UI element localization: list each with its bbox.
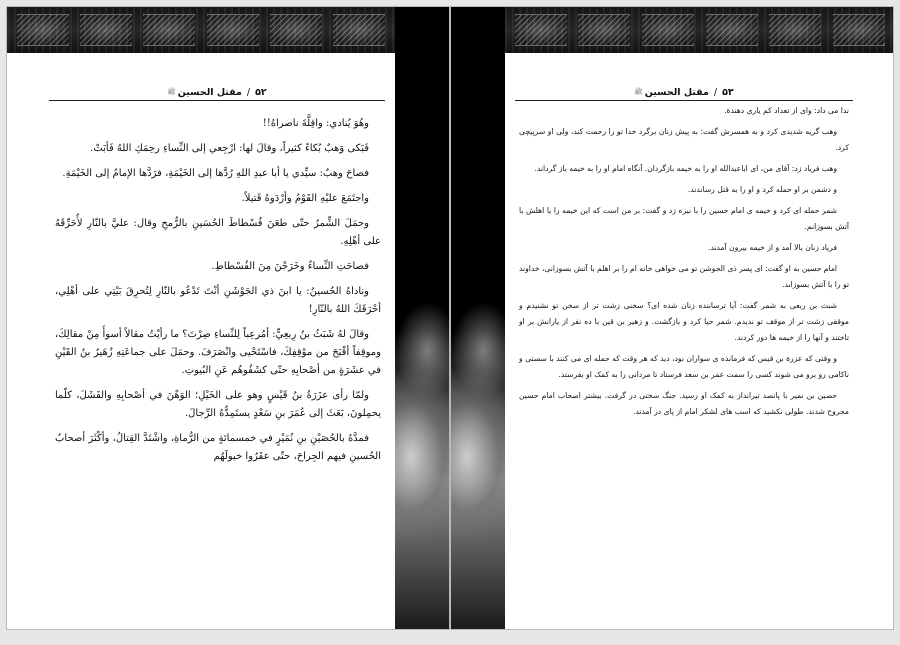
calligraphy-tile bbox=[207, 14, 259, 46]
calligraphy-tile bbox=[143, 14, 195, 46]
honorific-icon: ﷺ bbox=[634, 88, 643, 96]
top-banner bbox=[505, 7, 894, 53]
paragraph: امام حسین به او گفت: ای پسر ذی الجوشن تو می خواهی خانه ام را بر اهلم با آتش بسوزانی، خداوند تو را با آتش بسوزاند. bbox=[519, 264, 849, 289]
book-title: مقتل الحسين bbox=[644, 87, 709, 98]
page-header bbox=[49, 83, 385, 101]
paragraph: و دشمن بر او حمله کرد و او را به قتل رساندند. bbox=[687, 185, 837, 194]
calligraphy-tile bbox=[270, 14, 322, 46]
calligraphy-tile bbox=[578, 14, 630, 46]
paragraph: حصین بن نمیر با پانصد تیرانداز به کمک او رسید. جنگ سختی در گرفت. بیشتر اصحاب امام حسین مجروح شدند. طولی نکشید که اسب های لشکر امام از پای در آمدند. bbox=[519, 391, 849, 416]
paragraph: شبث بن ربعی به شمر گفت: آیا ترساننده زنان شده ای؟ سخنی زشت تر از سخن تو نشنیدم و موقفی زشت تر از موقف تو ندیدم. شمر حیا کرد و بازگشت. و زهیر بن قین با ده نفر از یارانش بر او تاختند و آنها را از خیمه ها دور کردند. bbox=[519, 301, 849, 342]
calligraphy-tile bbox=[515, 14, 567, 46]
calligraphy-tile bbox=[642, 14, 694, 46]
paragraph: وهُوَ يُنادي: واقِلَّةَ ناصراهُ!! bbox=[262, 118, 369, 129]
top-banner bbox=[7, 7, 395, 53]
paragraph: وهب فریاد زد: آقای من، ای اباعبدالله او را به خیمه بازگردان. آنگاه امام او را به خیمه باز گرداند. bbox=[534, 164, 837, 173]
paragraph: فریاد زنان بالا آمد و از خیمه بیرون آمدند. bbox=[708, 243, 837, 252]
book-title: مقتل الحسين bbox=[177, 87, 242, 98]
page-number: ۵۳ bbox=[722, 87, 734, 98]
paragraph: وحمَلَ الشِّمرُ حتّى طعَنَ فُسْطاطَ الحُسَينِ بالرُّمحِ وقال: عليَّ بالنّارِ لأُحَرِّقَهُ على أهْلِهِ. bbox=[55, 218, 381, 247]
page-text bbox=[55, 115, 381, 473]
right-page bbox=[450, 6, 894, 630]
paragraph: ندا می داد: وای از تعداد کم یاری دهندهٔ. bbox=[724, 106, 849, 115]
paragraph: وناداهُ الحُسينُ: يا ابنَ ذي الجَوْشَنِ أنْتَ تَدْعُو بالنّارِ لِتُحرِقَ بَيْتِي على أهْلِي، أحْرَقَكَ اللهُ بالنّارِ! bbox=[55, 286, 381, 315]
paragraph: وهب گریه شدیدی کرد و به همسرش گفت: به پیش زنان برگرد خدا تو را رحمت کند، ولی او سرپیچی کرد. bbox=[519, 127, 849, 152]
paragraph: وقالَ لهُ شَبَثُ بنُ رِبعِيٍّ: أمُرعِباً لِلنِّساءِ صِرْتَ؟ ما رأيْتُ مقالاً أسوأَ مِنْ مقالِكَ، وموقِفاً أقْبَحَ من موْقِفِكَ، فاسْتَحْيى وانْصَرَفَ. وحمَلَ على جماعَتِهِ زُهَيرُ بنُ القَيْنِ في عشَرَةٍ من أصْحابِهِ حتّى كشَفُوهُم عَنِ البُيوتِ. bbox=[55, 329, 381, 376]
paragraph: ولمّا رأى عزَرَةُ بنُ قَيْسٍ وهو على الخَيْلِ؛ الوَهْنَ في أصْحابِهِ والفَشَلَ، كلّما يحمِلونَ، بَعَثَ إلى عُمَرَ بنِ سَعْدٍ يستَمِدُّهُ الرِّجالَ. bbox=[55, 390, 381, 419]
calligraphy-tile bbox=[706, 14, 758, 46]
calligraphy-tile bbox=[80, 14, 132, 46]
paragraph: فصاحَ وهبٌ: سيِّدي يا أبا عبدِ اللهِ رُدَّها إلى الخَيْمَةِ، فرَدَّها الإمامُ إلى الخَيْمَةِ. bbox=[62, 168, 369, 179]
honorific-icon: ﷺ bbox=[167, 88, 176, 96]
paragraph: شمر حمله ای کرد و خیمه ی امام حسین را با نیزه زد و گفت: بر من است که این خیمه را با اهلش با آتش بسوزانم. bbox=[519, 206, 849, 231]
page-header bbox=[515, 83, 853, 101]
side-image-strip bbox=[451, 7, 505, 630]
side-image-strip bbox=[395, 7, 449, 630]
calligraphy-tile bbox=[833, 14, 885, 46]
calligraphy-tile bbox=[333, 14, 385, 46]
paragraph: فمدَّهُ بالحُصَيْنِ بنِ نُمَيْرٍ في خمسمائةٍ من الرُّماةِ، واشْتَدَّ القِتالُ، وأكْثَرَ أصحابُ الحُسينِ فيهم الجِراحَ، حتّى عقَرُوا خيولَهُم bbox=[55, 433, 381, 462]
paragraph: فَبَكى وَهبٌ بُكاءً كثيراً، وقالَ لها: ارْجِعي إلى النِّساءِ رحِمَكِ اللهُ فَأبَتْ. bbox=[90, 143, 369, 154]
left-page bbox=[6, 6, 450, 630]
calligraphy-tile bbox=[769, 14, 821, 46]
calligraphy-tile bbox=[17, 14, 69, 46]
paragraph: فصاحَتِ النِّساءُ وخَرَجْنَ مِنَ الفُسْطاطِ. bbox=[211, 261, 369, 272]
paragraph: و وقتی که عزرة بن قیس که فرمانده ی سواران بود، دید که هر وقت که حمله ای می کنند با سستی و ناکامی رو برو می شوند کسی را سمت عمر بن سعد فرستاد تا مردانی را به کمک او بفرستد. bbox=[519, 354, 849, 379]
header-separator: / bbox=[713, 87, 718, 98]
paragraph: واجتَمَعَ عليْهِ القَوْمُ وأرْدَوهُ قَتيلاً. bbox=[241, 193, 369, 204]
header-separator: / bbox=[246, 87, 251, 98]
page-number: ۵۲ bbox=[255, 87, 267, 98]
page-text bbox=[519, 103, 849, 425]
